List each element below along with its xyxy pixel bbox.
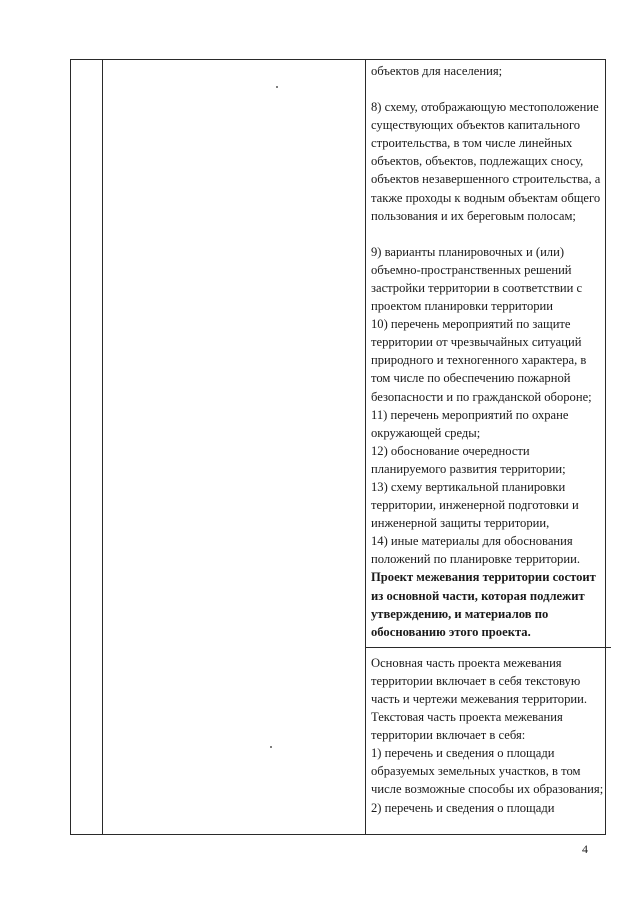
bold-paragraph: Проект межевания территории состоит из основной части, которая подлежит утверждению, и материалов по обоснованию этого проекта. bbox=[371, 570, 596, 639]
paragraph: Текстовая часть проекта межевания территории включает в себя: bbox=[371, 710, 563, 743]
paragraph: 13) схему вертикальной планировки территории, инженерной подготовки и инженерной защиты территории, bbox=[371, 479, 579, 531]
paragraph: 8) схему, отображающую местоположение существующих объектов капитального строительства, в том числе линейных объектов, объектов, подлежащих сносу, объектов незавершенного строительства, а также проходы к водным объектам общего пользования и их береговым полосам; bbox=[371, 100, 601, 223]
column-divider-1 bbox=[102, 60, 103, 834]
paragraph: 14) иные материалы для обоснования положений по планировке территории. bbox=[371, 534, 580, 567]
column-divider-2 bbox=[365, 60, 366, 834]
paragraph: 10) перечень мероприятий по защите территории от чрезвычайных ситуаций природного и техногенного характера, в том числе по обеспечению пожарной безопасности и по гражданской обороне; bbox=[371, 317, 592, 404]
paragraph: объектов для населения; bbox=[371, 64, 503, 78]
row-divider bbox=[365, 647, 611, 648]
table-cell-content bbox=[371, 62, 605, 817]
page-number: 4 bbox=[582, 842, 588, 856]
document-table bbox=[70, 59, 606, 835]
scan-speck bbox=[270, 746, 272, 748]
paragraph: 2) перечень и сведения о площади bbox=[371, 800, 555, 815]
paragraph: 11) перечень мероприятий по охране окружающей среды; bbox=[371, 407, 569, 440]
paragraph: Основная часть проекта межевания территории включает в себя текстовую часть и чертежи межевания территории. bbox=[371, 655, 587, 706]
scan-speck bbox=[276, 86, 278, 88]
paragraph: 1) перечень и сведения о площади образуемых земельных участков, в том числе возможные способы их образования; bbox=[371, 746, 604, 797]
paragraph: 9) варианты планировочных и (или) объемно-пространственных решений застройки территории в соответствии с проектом планировки территории bbox=[371, 244, 583, 314]
paragraph: 12) обоснование очередности планируемого развития территории; bbox=[371, 443, 566, 476]
